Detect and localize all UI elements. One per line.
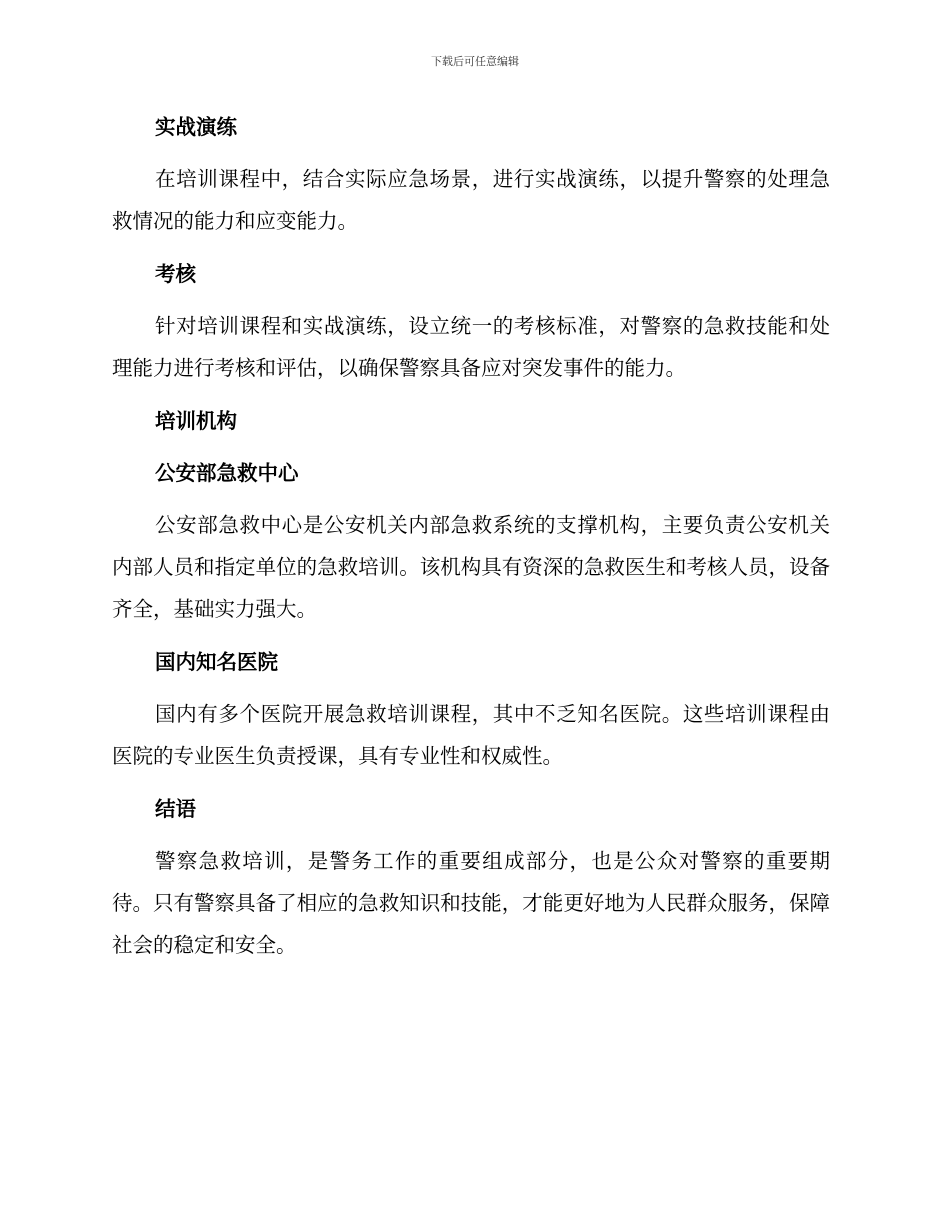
section-paragraph-conclusion: 警察急救培训，是警务工作的重要组成部分，也是公众对警察的重要期待。只有警察具备了相应的急救知识和技能，才能更好地为人民群众服务，保障社会的稳定和安全。 [112, 849, 830, 957]
section-heading-hospitals: 国内知名医院 [155, 650, 278, 674]
section-heading-drill: 实战演练 [155, 115, 237, 139]
section-paragraph-emergency-center: 公安部急救中心是公安机关内部急救系统的支撑机构，主要负责公安机关内部人员和指定单位的急救培训。该机构具有资深的急救医生和考核人员，设备齐全，基础实力强大。 [112, 513, 830, 621]
section-paragraph-drill: 在培训课程中，结合实际应急场景，进行实战演练，以提升警察的处理急救情况的能力和应变能力。 [112, 167, 830, 233]
document-body [112, 106, 830, 977]
section-heading-emergency-center: 公安部急救中心 [155, 461, 299, 485]
section-heading-institutions: 培训机构 [155, 409, 237, 433]
section-heading-conclusion: 结语 [155, 797, 196, 821]
section-paragraph-assessment: 针对培训课程和实战演练，设立统一的考核标准，对警察的急救技能和处理能力进行考核和评估，以确保警察具备应对突发事件的能力。 [112, 314, 830, 380]
section-heading-assessment: 考核 [155, 262, 196, 286]
section-paragraph-hospitals: 国内有多个医院开展急救培训课程，其中不乏知名医院。这些培训课程由医院的专业医生负责授课，具有专业性和权威性。 [112, 702, 830, 768]
page-header: 下载后可任意编辑 [431, 55, 519, 68]
